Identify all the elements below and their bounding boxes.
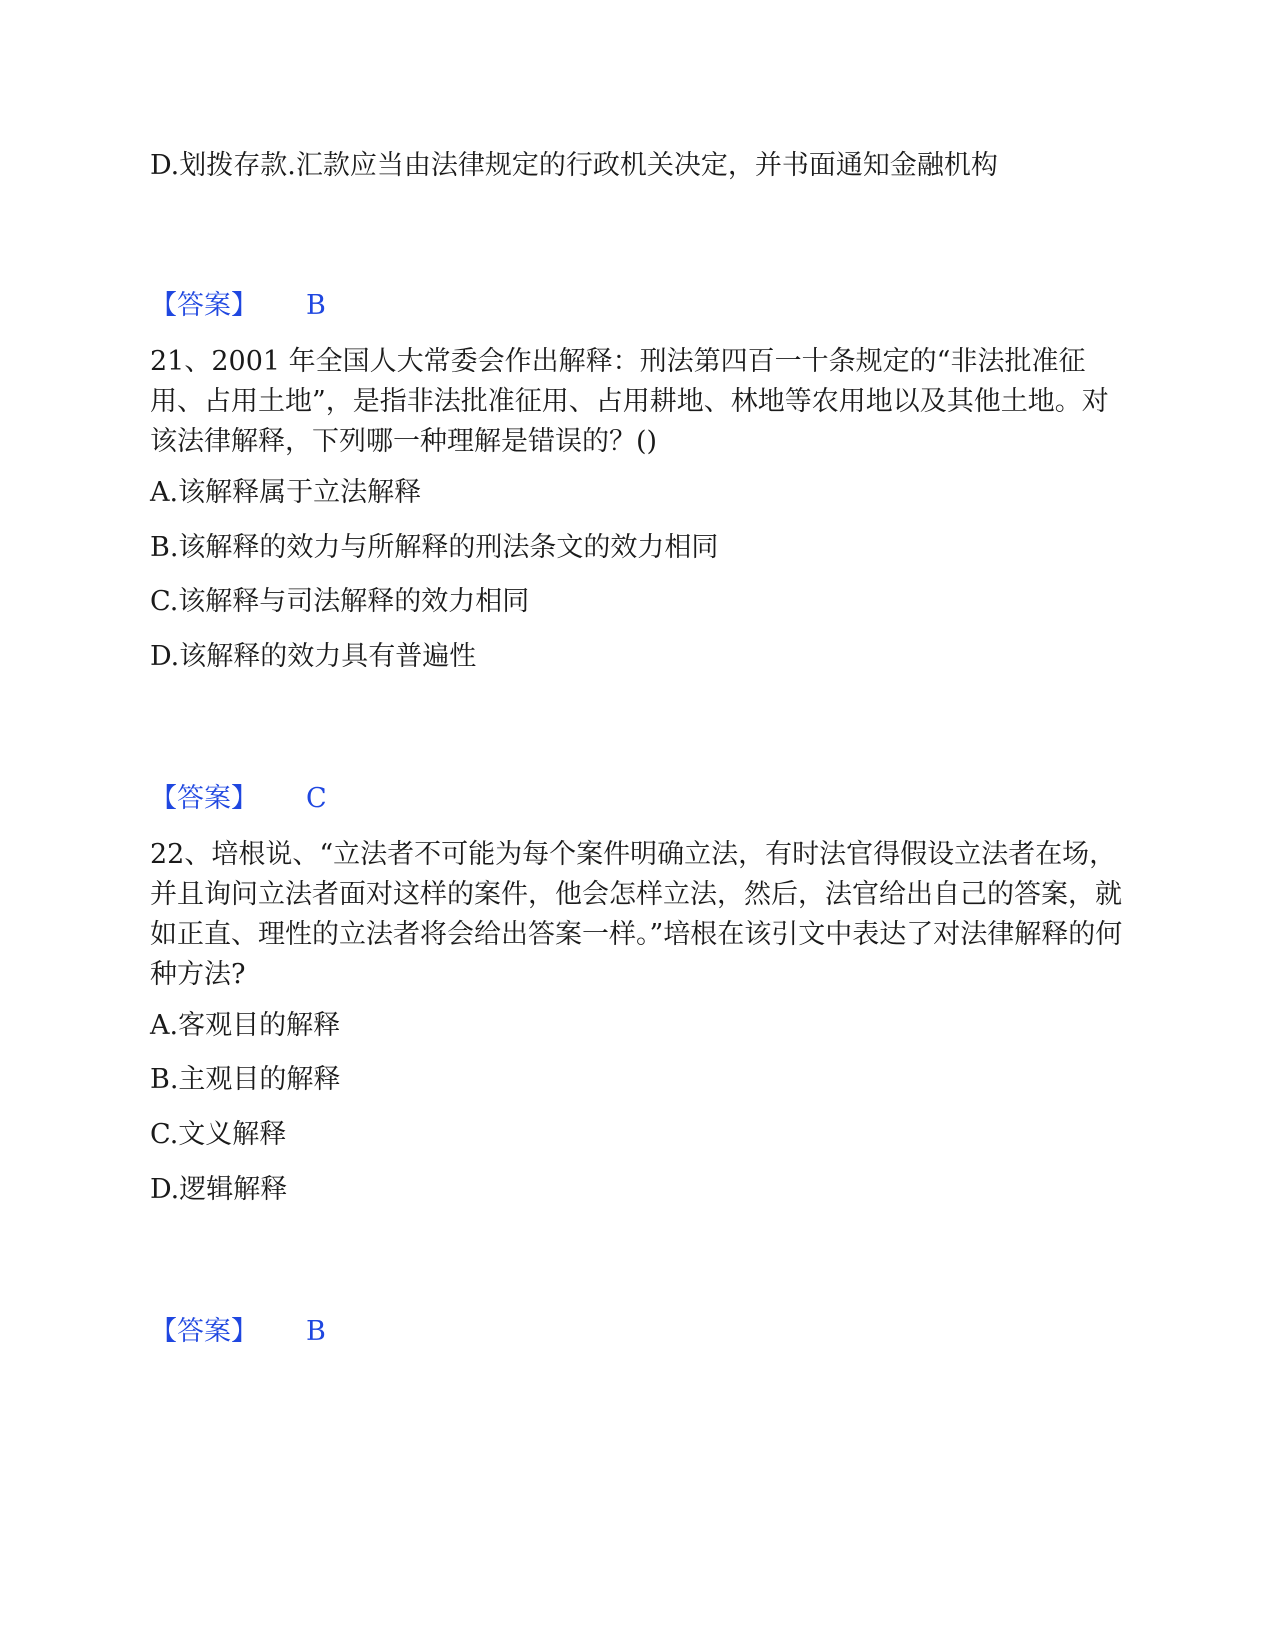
option-d-prev-question: D.划拨存款.汇款应当由法律规定的行政机关决定，并书面通知金融机构 (150, 150, 998, 181)
question-22-option-c: C.文义解释 (150, 1119, 287, 1150)
answer-row (150, 286, 326, 326)
question-21-option-d: D.该解释的效力具有普遍性 (150, 641, 477, 672)
answer-value: B (306, 290, 326, 321)
answer-row (150, 1312, 326, 1352)
question-21-option-c: C.该解释与司法解释的效力相同 (150, 586, 530, 617)
answer-value: B (306, 1316, 326, 1347)
answer-label: 【答案】 (150, 783, 258, 814)
question-22-option-b: B.主观目的解释 (150, 1064, 341, 1095)
answer-label: 【答案】 (150, 1316, 258, 1347)
answer-value: C (306, 783, 327, 814)
answer-row (150, 779, 327, 819)
question-22-option-a: A.客观目的解释 (150, 1010, 341, 1041)
answer-label: 【答案】 (150, 290, 258, 321)
question-22-stem: 22、培根说、“立法者不可能为每个案件明确立法，有时法官得假设立法者在场，并且询问立法者面对这样的案件，他会怎样立法，然后，法官给出自己的答案，就如正直、理性的立法者将会给出答案一样。”培根在该引文中表达了对法律解释的何种方法? (150, 839, 1123, 990)
question-21-option-a: A.该解释属于立法解释 (150, 477, 422, 508)
question-21-stem: 21、2001 年全国人大常委会作出解释：刑法第四百一十条规定的“非法批准征用、占用土地”，是指非法批准征用、占用耕地、林地等农用地以及其他土地。对该法律解释，下列哪一种理解是错误的？() (150, 346, 1109, 457)
question-22-option-d: D.逻辑解释 (150, 1174, 288, 1205)
question-21-option-b: B.该解释的效力与所解释的刑法条文的效力相同 (150, 532, 719, 563)
